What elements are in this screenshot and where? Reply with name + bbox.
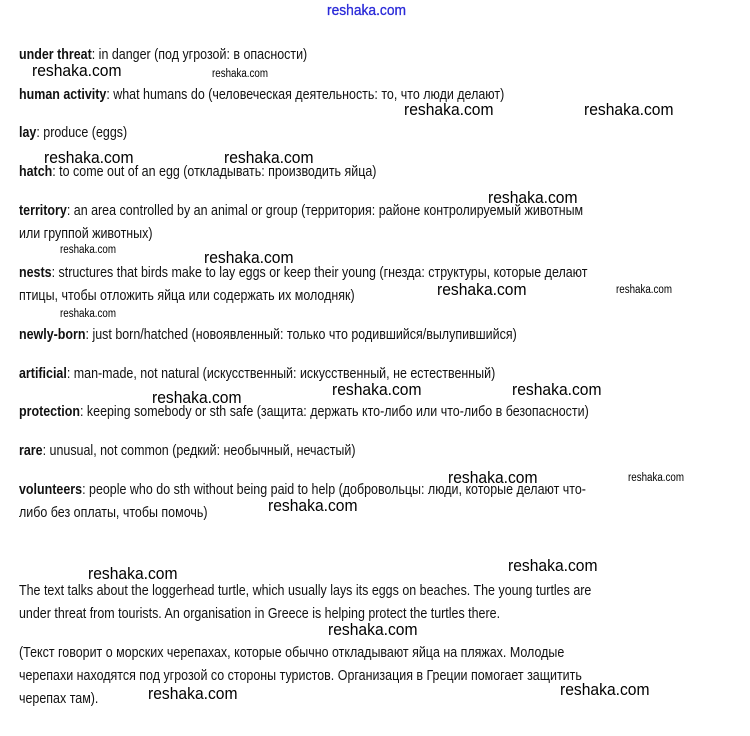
definition-volunteers: volunteers: people who do sth without being paid to help (добровольцы: люди, которые делают что- [19, 482, 586, 498]
definition-lay: lay: produce (eggs) [19, 125, 128, 141]
watermark: reshaka.com [44, 148, 134, 167]
watermark: reshaka.com [628, 472, 684, 484]
watermark: reshaka.com [60, 308, 116, 320]
watermark: reshaka.com [584, 100, 674, 119]
watermark-header[interactable]: reshaka.com [327, 2, 407, 19]
watermark: reshaka.com [152, 388, 242, 407]
watermark: reshaka.com [204, 248, 294, 267]
watermark: reshaka.com [512, 380, 602, 399]
watermark: reshaka.com [88, 564, 178, 583]
summary-ru-line-2: черепахи находятся под угрозой со стороны туристов. Организация в Греции помогает защитить [19, 668, 582, 684]
watermark: reshaka.com [448, 468, 538, 487]
watermark: reshaka.com [404, 100, 494, 119]
definition-nests-cont: птицы, чтобы отложить яйца или содержать их молодняк) [19, 288, 355, 304]
definition-rare: rare: unusual, not common (редкий: необычный, нечастый) [19, 443, 356, 459]
watermark: reshaka.com [437, 280, 527, 299]
summary-en-line-2: under threat from tourists. An organisation in Greece is helping protect the turtles there. [19, 606, 501, 622]
definition-under-threat: under threat: in danger (под угрозой: в опасности) [19, 47, 308, 63]
watermark: reshaka.com [332, 380, 422, 399]
watermark: reshaka.com [268, 496, 358, 515]
definition-newly-born: newly-born: just born/hatched (новоявленный: только что родившийся/вылупившийся) [19, 327, 517, 343]
watermark: reshaka.com [616, 284, 672, 296]
definition-protection: protection: keeping somebody or sth safe (защита: держать кто-либо или что-либо в безопасности) [19, 404, 589, 420]
watermark: reshaka.com [224, 148, 314, 167]
definition-territory: territory: an area controlled by an animal or group (территория: районе контролируемый животным [19, 203, 584, 219]
watermark: reshaka.com [212, 68, 268, 80]
definition-human-activity: human activity: what humans do (человеческая деятельность: то, что люди делают) [19, 87, 505, 103]
definition-volunteers-cont: либо без оплаты, чтобы помочь) [19, 505, 208, 521]
watermark: reshaka.com [32, 61, 122, 80]
watermark: reshaka.com [60, 244, 116, 256]
watermark: reshaka.com [560, 680, 650, 699]
watermark: reshaka.com [148, 684, 238, 703]
summary-en-line-1: The text talks about the loggerhead turtle, which usually lays its eggs on beaches. The young turtles are [19, 583, 592, 599]
definition-artificial: artificial: man-made, not natural (искусственный: искусственный, не естественный) [19, 366, 496, 382]
summary-ru-line-1: (Текст говорит о морских черепахах, которые обычно откладывают яйца на пляжах. Молодые [19, 645, 565, 661]
watermark: reshaka.com [488, 188, 578, 207]
watermark: reshaka.com [508, 556, 598, 575]
watermark: reshaka.com [328, 620, 418, 639]
summary-ru-line-3: черепах там). [19, 691, 99, 707]
definition-territory-cont: или группой животных) [19, 226, 153, 242]
definition-nests: nests: structures that birds make to lay eggs or keep their young (гнезда: структуры, которые делают [19, 265, 588, 281]
definition-hatch: hatch: to come out of an egg (откладывать: производить яйца) [19, 164, 377, 180]
